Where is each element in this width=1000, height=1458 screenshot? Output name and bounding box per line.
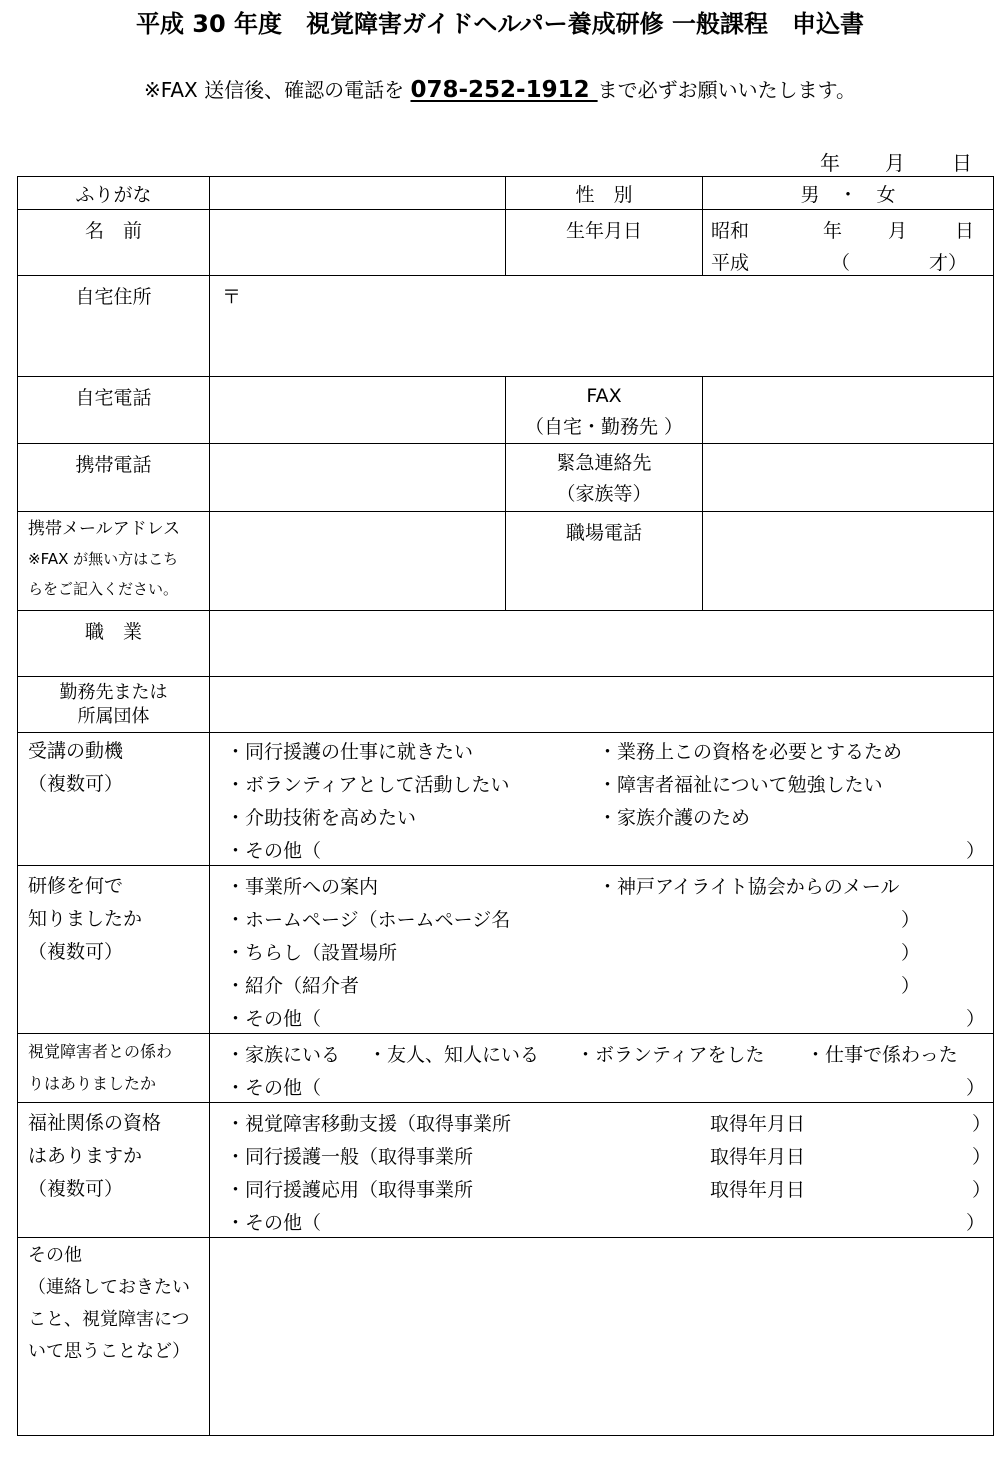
motive-label-1: 受講の動機 [28, 740, 124, 762]
confirm-phone-number: 078-252-1912 [410, 77, 598, 103]
row-furigana [18, 177, 994, 210]
row-misc [18, 1238, 994, 1436]
row-name [18, 210, 994, 276]
row-address [18, 276, 994, 377]
relation-options [210, 1034, 994, 1103]
furigana-field[interactable] [210, 177, 506, 210]
name-label: 名 前 [18, 210, 210, 276]
date-month: 月 [885, 151, 905, 175]
occupation-field[interactable] [210, 611, 994, 677]
home-phone-label: 自宅電話 [18, 377, 210, 444]
birth-month: 月 [888, 220, 908, 242]
workplace-label-2: 所属団体 [77, 706, 150, 727]
work-phone-field[interactable] [703, 512, 994, 611]
row-relation [18, 1034, 994, 1103]
qual-date-label: 取得年月日 [710, 1146, 806, 1168]
work-phone-label: 職場電話 [506, 512, 703, 611]
paren-close: ） [966, 840, 986, 862]
date-year: 年 [820, 151, 840, 175]
email-field[interactable] [210, 512, 506, 611]
qual-label-3: （複数可） [28, 1178, 124, 1200]
qual-options [210, 1103, 994, 1238]
paren-close: ） [966, 1008, 986, 1030]
fax-subtitle: （自宅・勤務先 ） [524, 416, 684, 438]
relation-label [18, 1034, 210, 1103]
qual-option[interactable]: ・同行援護一般（取得事業所 [226, 1146, 474, 1168]
relation-label-2: りはありましたか [28, 1074, 157, 1093]
fax-field[interactable] [703, 377, 994, 444]
source-option[interactable]: ・神戸アイライト協会からのメール [598, 876, 900, 898]
motive-option[interactable]: ・家族介護のため [598, 807, 751, 829]
gender-options[interactable]: 男 ・ 女 [703, 177, 994, 210]
age-open: （ [831, 252, 851, 274]
birth-year: 年 [823, 220, 843, 242]
paren-close: ） [901, 975, 921, 997]
source-label-1: 研修を何で [28, 875, 124, 897]
qual-label-1: 福祉関係の資格 [28, 1112, 162, 1134]
source-option[interactable]: ・事業所への案内 [226, 876, 379, 898]
notice-suffix: まで必ずお願いいたします。 [597, 78, 857, 102]
source-option[interactable]: ・ちらし（設置場所 [226, 942, 398, 964]
name-field[interactable] [210, 210, 506, 276]
mobile-field[interactable] [210, 444, 506, 512]
qual-option[interactable]: ・視覚障害移動支援（取得事業所 [226, 1113, 512, 1135]
motive-label [18, 733, 210, 866]
relation-label-1: 視覚障害者との係わ [28, 1042, 173, 1061]
address-field[interactable] [210, 276, 994, 377]
misc-label [18, 1238, 210, 1436]
furigana-label: ふりがな [18, 177, 210, 210]
source-options [210, 866, 994, 1034]
source-label [18, 866, 210, 1034]
emergency-field[interactable] [703, 444, 994, 512]
emergency-subtitle: （家族等） [556, 483, 652, 505]
birth-day: 日 [955, 220, 975, 242]
source-other[interactable]: ・その他（ [226, 1008, 322, 1030]
paren-close: ） [972, 1179, 992, 1201]
motive-options [210, 733, 994, 866]
workplace-label-1: 勤務先または [59, 682, 168, 703]
workplace-field[interactable] [210, 677, 994, 733]
relation-option[interactable]: ・友人、知人にいる [368, 1044, 540, 1066]
misc-field[interactable] [210, 1238, 994, 1436]
paren-close: ） [966, 1077, 986, 1099]
motive-option[interactable]: ・介助技術を高めたい [226, 807, 417, 829]
source-label-3: （複数可） [28, 941, 124, 963]
fax-label [506, 377, 703, 444]
email-note-1: ※FAX が無い方はこち [28, 550, 179, 568]
relation-option[interactable]: ・仕事で係わった [806, 1044, 958, 1066]
source-option[interactable]: ・ホームページ（ホームページ名 [226, 909, 511, 931]
motive-label-2: （複数可） [28, 773, 124, 795]
qual-other[interactable]: ・その他（ [226, 1212, 322, 1234]
row-qualification [18, 1103, 994, 1238]
qual-date-label: 取得年月日 [710, 1179, 806, 1201]
occupation-label: 職 業 [18, 611, 210, 677]
relation-option[interactable]: ・家族にいる [226, 1044, 341, 1066]
fax-title: FAX [586, 385, 622, 407]
relation-option[interactable]: ・ボランティアをした [576, 1044, 765, 1066]
relation-other[interactable]: ・その他（ [226, 1077, 322, 1099]
paren-close: ） [966, 1212, 986, 1234]
postal-mark: 〒 [222, 286, 242, 308]
row-workplace [18, 677, 994, 733]
motive-option[interactable]: ・ボランティアとして活動したい [226, 774, 510, 796]
page-title: 平成 30 年度 視覚障害ガイドヘルパー養成研修 一般課程 申込書 [135, 10, 865, 38]
notice-prefix: ※FAX 送信後、確認の電話を [143, 78, 411, 102]
misc-label-3: こと、視覚障害につ [28, 1309, 190, 1330]
misc-label-1: その他 [28, 1245, 82, 1266]
misc-label-2: （連絡しておきたい [28, 1277, 190, 1298]
row-source [18, 866, 994, 1034]
motive-other[interactable]: ・その他（ [226, 840, 322, 862]
mobile-label: 携帯電話 [18, 444, 210, 512]
motive-option[interactable]: ・業務上この資格を必要とするため [598, 741, 903, 763]
source-option[interactable]: ・紹介（紹介者 [226, 975, 360, 997]
email-title: 携帯メールアドレス [28, 519, 181, 539]
age-close: 才） [929, 252, 968, 274]
date-day: 日 [952, 151, 972, 175]
row-mobile [18, 444, 994, 512]
birth-field[interactable] [703, 210, 994, 276]
motive-option[interactable]: ・障害者福祉について勉強したい [598, 774, 883, 796]
motive-option[interactable]: ・同行援護の仕事に就きたい [226, 741, 474, 763]
email-label [18, 512, 210, 611]
home-phone-field[interactable] [210, 377, 506, 444]
gender-label: 性 別 [506, 177, 703, 210]
workplace-label [18, 677, 210, 733]
address-label: 自宅住所 [18, 276, 210, 377]
paren-close: ） [901, 942, 921, 964]
misc-label-4: いて思うことなど） [28, 1341, 190, 1362]
paren-close: ） [901, 909, 921, 931]
qual-label-2: はありますか [28, 1145, 143, 1167]
fax-notice [0, 74, 1000, 103]
qual-date-label: 取得年月日 [710, 1113, 806, 1135]
row-occupation [18, 611, 994, 677]
row-email [18, 512, 994, 611]
row-home-phone [18, 377, 994, 444]
row-motive [18, 733, 994, 866]
application-form [17, 176, 994, 1436]
paren-close: ） [972, 1113, 992, 1135]
birth-label: 生年月日 [506, 210, 703, 276]
era-heisei: 平成 [711, 252, 750, 274]
era-showa: 昭和 [711, 220, 750, 242]
paren-close: ） [972, 1146, 992, 1168]
email-note-2: らをご記入ください。 [28, 580, 179, 598]
emergency-title: 緊急連絡先 [556, 452, 652, 474]
emergency-label [506, 444, 703, 512]
qual-option[interactable]: ・同行援護応用（取得事業所 [226, 1179, 474, 1201]
source-label-2: 知りましたか [28, 908, 143, 930]
qual-label [18, 1103, 210, 1238]
